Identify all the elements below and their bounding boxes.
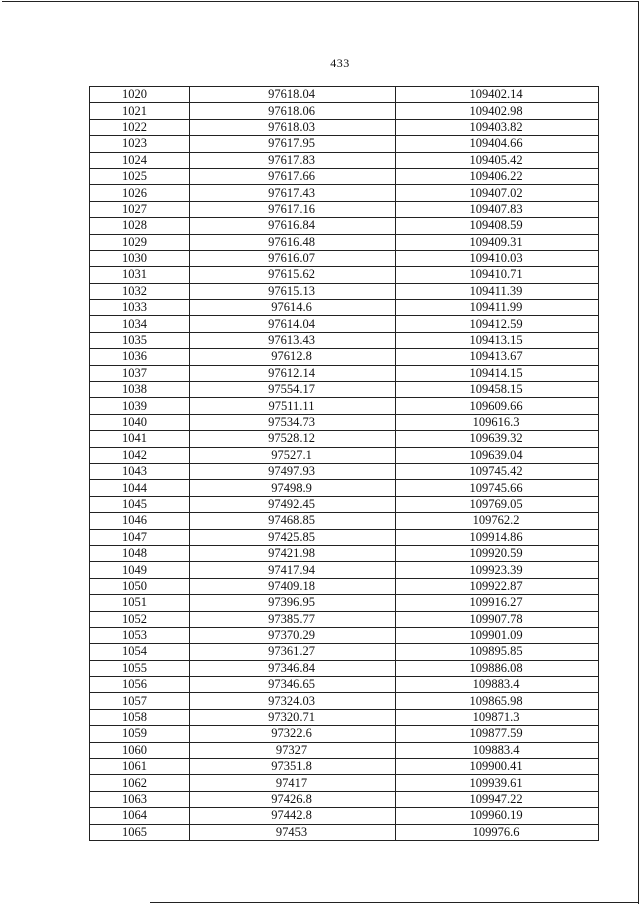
page-border-bottom bbox=[150, 902, 638, 903]
point-number-cell: 1034 bbox=[90, 316, 190, 332]
x-coordinate-cell: 97616.07 bbox=[190, 250, 396, 266]
table-row bbox=[90, 578, 599, 594]
point-number-cell: 1057 bbox=[90, 693, 190, 709]
y-coordinate-cell: 109413.15 bbox=[396, 332, 599, 348]
table-row bbox=[90, 742, 599, 758]
x-coordinate-cell: 97497.93 bbox=[190, 463, 396, 479]
table-row bbox=[90, 300, 599, 316]
y-coordinate-cell: 109407.83 bbox=[396, 201, 599, 217]
table-row bbox=[90, 463, 599, 479]
y-coordinate-cell: 109402.14 bbox=[396, 87, 599, 103]
table-row bbox=[90, 595, 599, 611]
y-coordinate-cell: 109639.04 bbox=[396, 447, 599, 463]
point-number-cell: 1051 bbox=[90, 595, 190, 611]
point-number-cell: 1039 bbox=[90, 398, 190, 414]
y-coordinate-cell: 109412.59 bbox=[396, 316, 599, 332]
table-row bbox=[90, 382, 599, 398]
point-number-cell: 1045 bbox=[90, 496, 190, 512]
table-row bbox=[90, 332, 599, 348]
x-coordinate-cell: 97612.14 bbox=[190, 365, 396, 381]
y-coordinate-cell: 109403.82 bbox=[396, 119, 599, 135]
x-coordinate-cell: 97528.12 bbox=[190, 431, 396, 447]
point-number-cell: 1041 bbox=[90, 431, 190, 447]
y-coordinate-cell: 109458.15 bbox=[396, 382, 599, 398]
table-row bbox=[90, 808, 599, 824]
x-coordinate-cell: 97615.13 bbox=[190, 283, 396, 299]
y-coordinate-cell: 109745.42 bbox=[396, 463, 599, 479]
table-row bbox=[90, 709, 599, 725]
x-coordinate-cell: 97617.43 bbox=[190, 185, 396, 201]
point-number-cell: 1058 bbox=[90, 709, 190, 725]
point-number-cell: 1021 bbox=[90, 103, 190, 119]
point-number-cell: 1047 bbox=[90, 529, 190, 545]
y-coordinate-cell: 109865.98 bbox=[396, 693, 599, 709]
x-coordinate-cell: 97618.04 bbox=[190, 87, 396, 103]
table-row bbox=[90, 250, 599, 266]
point-number-cell: 1063 bbox=[90, 791, 190, 807]
table-row bbox=[90, 644, 599, 660]
x-coordinate-cell: 97346.84 bbox=[190, 660, 396, 676]
point-number-cell: 1049 bbox=[90, 562, 190, 578]
table-row bbox=[90, 414, 599, 430]
y-coordinate-cell: 109877.59 bbox=[396, 726, 599, 742]
point-number-cell: 1024 bbox=[90, 152, 190, 168]
point-number-cell: 1064 bbox=[90, 808, 190, 824]
table-row bbox=[90, 562, 599, 578]
x-coordinate-cell: 97417.94 bbox=[190, 562, 396, 578]
page-border-right bbox=[638, 1, 639, 904]
table-row bbox=[90, 136, 599, 152]
table-row bbox=[90, 185, 599, 201]
y-coordinate-cell: 109402.98 bbox=[396, 103, 599, 119]
table-row bbox=[90, 480, 599, 496]
point-number-cell: 1053 bbox=[90, 627, 190, 643]
table-row bbox=[90, 693, 599, 709]
y-coordinate-cell: 109900.41 bbox=[396, 759, 599, 775]
point-number-cell: 1052 bbox=[90, 611, 190, 627]
x-coordinate-cell: 97511.11 bbox=[190, 398, 396, 414]
table-row bbox=[90, 759, 599, 775]
point-number-cell: 1056 bbox=[90, 677, 190, 693]
table-row bbox=[90, 824, 599, 840]
x-coordinate-cell: 97616.48 bbox=[190, 234, 396, 250]
table-row bbox=[90, 201, 599, 217]
table-row bbox=[90, 87, 599, 103]
point-number-cell: 1043 bbox=[90, 463, 190, 479]
point-number-cell: 1061 bbox=[90, 759, 190, 775]
x-coordinate-cell: 97554.17 bbox=[190, 382, 396, 398]
table-row bbox=[90, 677, 599, 693]
page-number: 433 bbox=[330, 56, 350, 70]
y-coordinate-cell: 109922.87 bbox=[396, 578, 599, 594]
table-row bbox=[90, 496, 599, 512]
table-row bbox=[90, 152, 599, 168]
x-coordinate-cell: 97370.29 bbox=[190, 627, 396, 643]
y-coordinate-cell: 109414.15 bbox=[396, 365, 599, 381]
table-row bbox=[90, 431, 599, 447]
x-coordinate-cell: 97324.03 bbox=[190, 693, 396, 709]
x-coordinate-cell: 97327 bbox=[190, 742, 396, 758]
table-row bbox=[90, 447, 599, 463]
x-coordinate-cell: 97618.03 bbox=[190, 119, 396, 135]
point-number-cell: 1059 bbox=[90, 726, 190, 742]
y-coordinate-cell: 109413.67 bbox=[396, 349, 599, 365]
x-coordinate-cell: 97426.8 bbox=[190, 791, 396, 807]
x-coordinate-cell: 97614.6 bbox=[190, 300, 396, 316]
x-coordinate-cell: 97614.04 bbox=[190, 316, 396, 332]
x-coordinate-cell: 97617.95 bbox=[190, 136, 396, 152]
x-coordinate-cell: 97453 bbox=[190, 824, 396, 840]
x-coordinate-cell: 97527.1 bbox=[190, 447, 396, 463]
coordinates-table bbox=[89, 86, 599, 841]
y-coordinate-cell: 109405.42 bbox=[396, 152, 599, 168]
y-coordinate-cell: 109895.85 bbox=[396, 644, 599, 660]
x-coordinate-cell: 97320.71 bbox=[190, 709, 396, 725]
point-number-cell: 1062 bbox=[90, 775, 190, 791]
y-coordinate-cell: 109769.05 bbox=[396, 496, 599, 512]
x-coordinate-cell: 97425.85 bbox=[190, 529, 396, 545]
x-coordinate-cell: 97409.18 bbox=[190, 578, 396, 594]
y-coordinate-cell: 109411.99 bbox=[396, 300, 599, 316]
point-number-cell: 1054 bbox=[90, 644, 190, 660]
point-number-cell: 1036 bbox=[90, 349, 190, 365]
x-coordinate-cell: 97617.66 bbox=[190, 168, 396, 184]
point-number-cell: 1065 bbox=[90, 824, 190, 840]
y-coordinate-cell: 109914.86 bbox=[396, 529, 599, 545]
x-coordinate-cell: 97618.06 bbox=[190, 103, 396, 119]
table-row bbox=[90, 611, 599, 627]
point-number-cell: 1044 bbox=[90, 480, 190, 496]
y-coordinate-cell: 109916.27 bbox=[396, 595, 599, 611]
y-coordinate-cell: 109939.61 bbox=[396, 775, 599, 791]
y-coordinate-cell: 109404.66 bbox=[396, 136, 599, 152]
x-coordinate-cell: 97492.45 bbox=[190, 496, 396, 512]
point-number-cell: 1038 bbox=[90, 382, 190, 398]
table-row bbox=[90, 283, 599, 299]
point-number-cell: 1029 bbox=[90, 234, 190, 250]
x-coordinate-cell: 97396.95 bbox=[190, 595, 396, 611]
y-coordinate-cell: 109762.2 bbox=[396, 513, 599, 529]
x-coordinate-cell: 97498.9 bbox=[190, 480, 396, 496]
point-number-cell: 1035 bbox=[90, 332, 190, 348]
point-number-cell: 1037 bbox=[90, 365, 190, 381]
point-number-cell: 1022 bbox=[90, 119, 190, 135]
table-row bbox=[90, 398, 599, 414]
point-number-cell: 1048 bbox=[90, 545, 190, 561]
table-row bbox=[90, 267, 599, 283]
point-number-cell: 1033 bbox=[90, 300, 190, 316]
point-number-cell: 1027 bbox=[90, 201, 190, 217]
point-number-cell: 1060 bbox=[90, 742, 190, 758]
table-row bbox=[90, 168, 599, 184]
table-row bbox=[90, 660, 599, 676]
table-row bbox=[90, 791, 599, 807]
point-number-cell: 1042 bbox=[90, 447, 190, 463]
coordinates-table-body bbox=[90, 87, 599, 841]
x-coordinate-cell: 97617.83 bbox=[190, 152, 396, 168]
table-row bbox=[90, 513, 599, 529]
table-row bbox=[90, 218, 599, 234]
y-coordinate-cell: 109871.3 bbox=[396, 709, 599, 725]
y-coordinate-cell: 109616.3 bbox=[396, 414, 599, 430]
y-coordinate-cell: 109883.4 bbox=[396, 677, 599, 693]
point-number-cell: 1046 bbox=[90, 513, 190, 529]
x-coordinate-cell: 97351.8 bbox=[190, 759, 396, 775]
table-row bbox=[90, 119, 599, 135]
table-row bbox=[90, 726, 599, 742]
table-row bbox=[90, 316, 599, 332]
y-coordinate-cell: 109907.78 bbox=[396, 611, 599, 627]
y-coordinate-cell: 109409.31 bbox=[396, 234, 599, 250]
point-number-cell: 1050 bbox=[90, 578, 190, 594]
point-number-cell: 1020 bbox=[90, 87, 190, 103]
y-coordinate-cell: 109947.22 bbox=[396, 791, 599, 807]
y-coordinate-cell: 109410.03 bbox=[396, 250, 599, 266]
x-coordinate-cell: 97615.62 bbox=[190, 267, 396, 283]
x-coordinate-cell: 97617.16 bbox=[190, 201, 396, 217]
table-row bbox=[90, 365, 599, 381]
point-number-cell: 1025 bbox=[90, 168, 190, 184]
point-number-cell: 1030 bbox=[90, 250, 190, 266]
y-coordinate-cell: 109745.66 bbox=[396, 480, 599, 496]
table-row bbox=[90, 103, 599, 119]
table-row bbox=[90, 529, 599, 545]
table-row bbox=[90, 775, 599, 791]
table-row bbox=[90, 627, 599, 643]
x-coordinate-cell: 97322.6 bbox=[190, 726, 396, 742]
point-number-cell: 1055 bbox=[90, 660, 190, 676]
y-coordinate-cell: 109923.39 bbox=[396, 562, 599, 578]
y-coordinate-cell: 109901.09 bbox=[396, 627, 599, 643]
point-number-cell: 1026 bbox=[90, 185, 190, 201]
x-coordinate-cell: 97616.84 bbox=[190, 218, 396, 234]
x-coordinate-cell: 97612.8 bbox=[190, 349, 396, 365]
y-coordinate-cell: 109406.22 bbox=[396, 168, 599, 184]
y-coordinate-cell: 109411.39 bbox=[396, 283, 599, 299]
point-number-cell: 1028 bbox=[90, 218, 190, 234]
x-coordinate-cell: 97534.73 bbox=[190, 414, 396, 430]
table-row bbox=[90, 545, 599, 561]
x-coordinate-cell: 97385.77 bbox=[190, 611, 396, 627]
table-row bbox=[90, 234, 599, 250]
point-number-cell: 1023 bbox=[90, 136, 190, 152]
point-number-cell: 1031 bbox=[90, 267, 190, 283]
y-coordinate-cell: 109960.19 bbox=[396, 808, 599, 824]
table-row bbox=[90, 349, 599, 365]
x-coordinate-cell: 97417 bbox=[190, 775, 396, 791]
y-coordinate-cell: 109410.71 bbox=[396, 267, 599, 283]
y-coordinate-cell: 109976.6 bbox=[396, 824, 599, 840]
x-coordinate-cell: 97442.8 bbox=[190, 808, 396, 824]
point-number-cell: 1040 bbox=[90, 414, 190, 430]
page-border-top bbox=[2, 1, 638, 2]
x-coordinate-cell: 97421.98 bbox=[190, 545, 396, 561]
y-coordinate-cell: 109920.59 bbox=[396, 545, 599, 561]
x-coordinate-cell: 97361.27 bbox=[190, 644, 396, 660]
y-coordinate-cell: 109408.59 bbox=[396, 218, 599, 234]
y-coordinate-cell: 109886.08 bbox=[396, 660, 599, 676]
point-number-cell: 1032 bbox=[90, 283, 190, 299]
x-coordinate-cell: 97468.85 bbox=[190, 513, 396, 529]
y-coordinate-cell: 109639.32 bbox=[396, 431, 599, 447]
y-coordinate-cell: 109883.4 bbox=[396, 742, 599, 758]
x-coordinate-cell: 97346.65 bbox=[190, 677, 396, 693]
y-coordinate-cell: 109407.02 bbox=[396, 185, 599, 201]
x-coordinate-cell: 97613.43 bbox=[190, 332, 396, 348]
y-coordinate-cell: 109609.66 bbox=[396, 398, 599, 414]
